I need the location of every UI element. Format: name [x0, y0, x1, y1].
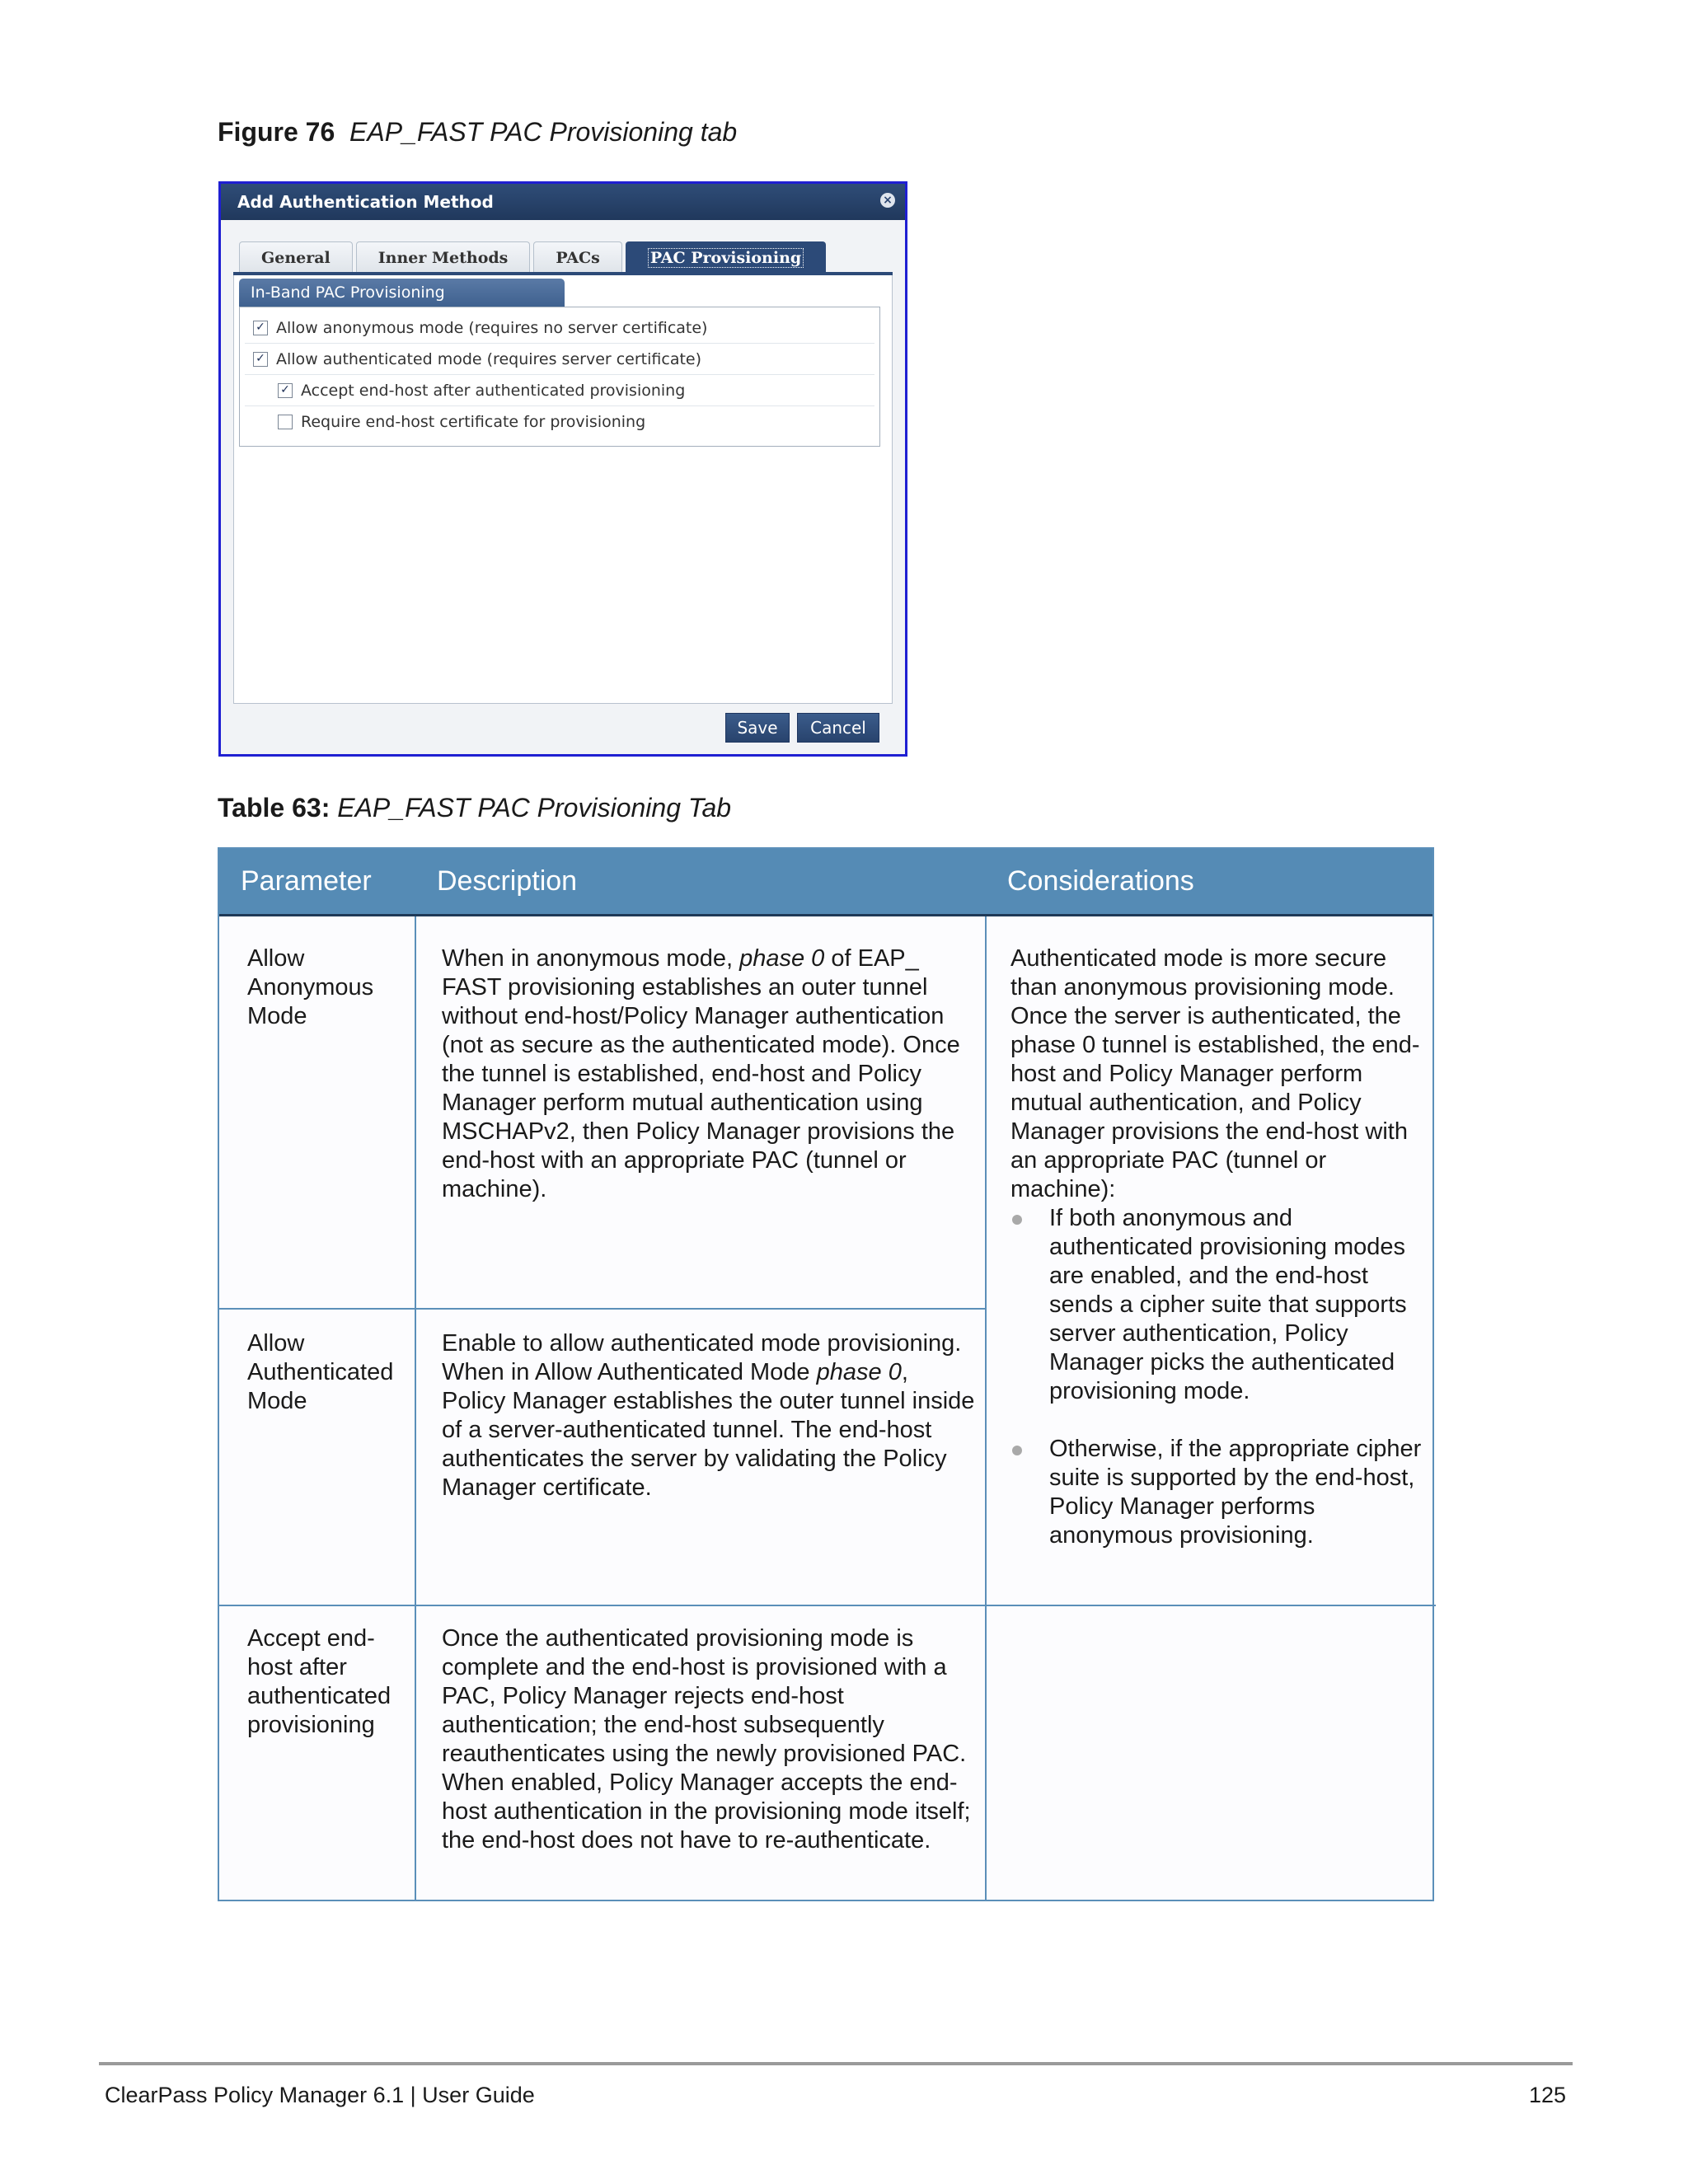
dialog-title-bar [221, 184, 905, 220]
tab-pacs[interactable] [533, 241, 621, 273]
column-divider [415, 916, 416, 1901]
option-label: Allow authenticated mode (requires server certificate) [276, 349, 702, 368]
considerations-intro: Authenticated mode is more secure than anonymous provisioning mode. Once the server is authenticated, the phase 0 tunnel is established, the end-host and Policy Manager perform mutual authentication, and Policy Manager provisions the end-host with an appropriate PAC (tunnel or machine): [1010, 945, 1420, 1202]
row2-parameter: Allow Authenticated Mode [247, 1330, 394, 1414]
close-icon[interactable]: × [880, 193, 895, 208]
save-button[interactable]: Save [725, 713, 790, 743]
option-label: Accept end-host after authenticated provisioning [301, 381, 686, 400]
description-emphasis: phase 0 [739, 945, 825, 972]
cancel-button[interactable]: Cancel [797, 713, 879, 743]
considerations-list [1010, 1204, 1423, 1550]
row-divider [219, 1605, 1436, 1606]
figure-caption [218, 117, 737, 148]
considerations-cell [1010, 944, 1423, 1550]
dialog-tabs [239, 241, 826, 273]
footer-rule [99, 2062, 1573, 2065]
page-number: 125 [1528, 2083, 1566, 2107]
description-text: When in anonymous mode, [442, 945, 740, 972]
tab-general[interactable] [239, 241, 353, 273]
row2-description [442, 1329, 978, 1502]
footer-guide-title: ClearPass Policy Manager 6.1 | User Guide [105, 2083, 535, 2107]
option-allow-authenticated-mode [245, 344, 874, 375]
accept-end-host-checkbox[interactable]: ✓ [278, 383, 293, 398]
require-certificate-checkbox[interactable] [278, 415, 293, 429]
option-require-end-host-certificate [245, 406, 874, 438]
header-considerations: Considerations [1007, 865, 1194, 897]
list-item: If both anonymous and authenticated provisioning modes are enabled, and the end-host sends a cipher suite that supports server authentication, Policy Manager picks the authenticated provisioning mode. [1010, 1204, 1423, 1406]
dialog-footer [233, 705, 893, 754]
tab-label: PACs [556, 248, 600, 267]
option-accept-end-host [245, 375, 874, 406]
row3-parameter: Accept end-host after authenticated provisioning [247, 1625, 392, 1738]
tab-label: General [261, 248, 331, 267]
tab-pac-provisioning[interactable] [626, 241, 826, 273]
dialog-title: Add Authentication Method [237, 192, 494, 212]
allow-anonymous-checkbox[interactable]: ✓ [253, 321, 268, 335]
description-emphasis: phase 0 [816, 1359, 902, 1385]
add-authentication-method-dialog [218, 181, 907, 757]
header-description: Description [437, 865, 578, 897]
group-title: In-Band PAC Provisioning [239, 279, 565, 307]
table-title: EAP_FAST PAC Provisioning Tab [337, 793, 732, 823]
figure-label: Figure 76 [218, 117, 335, 147]
row1-parameter: Allow Anonymous Mode [247, 945, 374, 1029]
table-label: Table 63: [218, 793, 331, 823]
option-allow-anonymous-mode [245, 312, 874, 344]
in-band-pac-provisioning-group [239, 307, 880, 447]
provisioning-table [218, 847, 1434, 1901]
tab-panel [233, 275, 893, 704]
table-header [219, 849, 1432, 916]
allow-authenticated-checkbox[interactable]: ✓ [253, 352, 268, 367]
option-label: Require end-host certificate for provisioning [301, 413, 646, 431]
column-divider [985, 916, 987, 1901]
row1-description [442, 944, 978, 1204]
tab-label: Inner Methods [377, 248, 509, 267]
figure-title: EAP_FAST PAC Provisioning tab [349, 117, 738, 147]
description-text: Enable to allow authenticated mode provisioning. When in Allow Authenticated Mode [442, 1330, 962, 1385]
tab-label: PAC Provisioning [648, 248, 804, 268]
description-text: , Policy Manager establishes the outer tunnel inside of a server-authenticated tunnel. The end-host authenticates the server by validating the Policy Manager certificate. [442, 1359, 975, 1501]
row3-description: Once the authenticated provisioning mode is complete and the end-host is provisioned with a PAC, Policy Manager rejects end-host authentication; the end-host subsequently reauthenticates using the newly provisioned PAC. When enabled, Policy Manager accepts the end-host authentication in the provisioning mode itself; the end-host does not have to re-authenticate. [442, 1625, 971, 1854]
row-divider [219, 1308, 987, 1310]
table-caption [218, 793, 731, 823]
description-text: of EAP_ FAST provisioning establishes an outer tunnel without end-host/Policy Manager authentication (not as secure as the authenticated mode). Once the tunnel is established, end-host and Policy Manager perform mutual authentication using MSCHAPv2, then Policy Manager provisions the end-host with an appropriate PAC (tunnel or machine). [442, 945, 960, 1202]
header-parameter: Parameter [241, 865, 372, 897]
tab-inner-methods[interactable] [356, 241, 531, 273]
list-item: Otherwise, if the appropriate cipher suite is supported by the end-host, Policy Manager performs anonymous provisioning. [1010, 1435, 1423, 1550]
option-label: Allow anonymous mode (requires no server certificate) [276, 318, 708, 337]
